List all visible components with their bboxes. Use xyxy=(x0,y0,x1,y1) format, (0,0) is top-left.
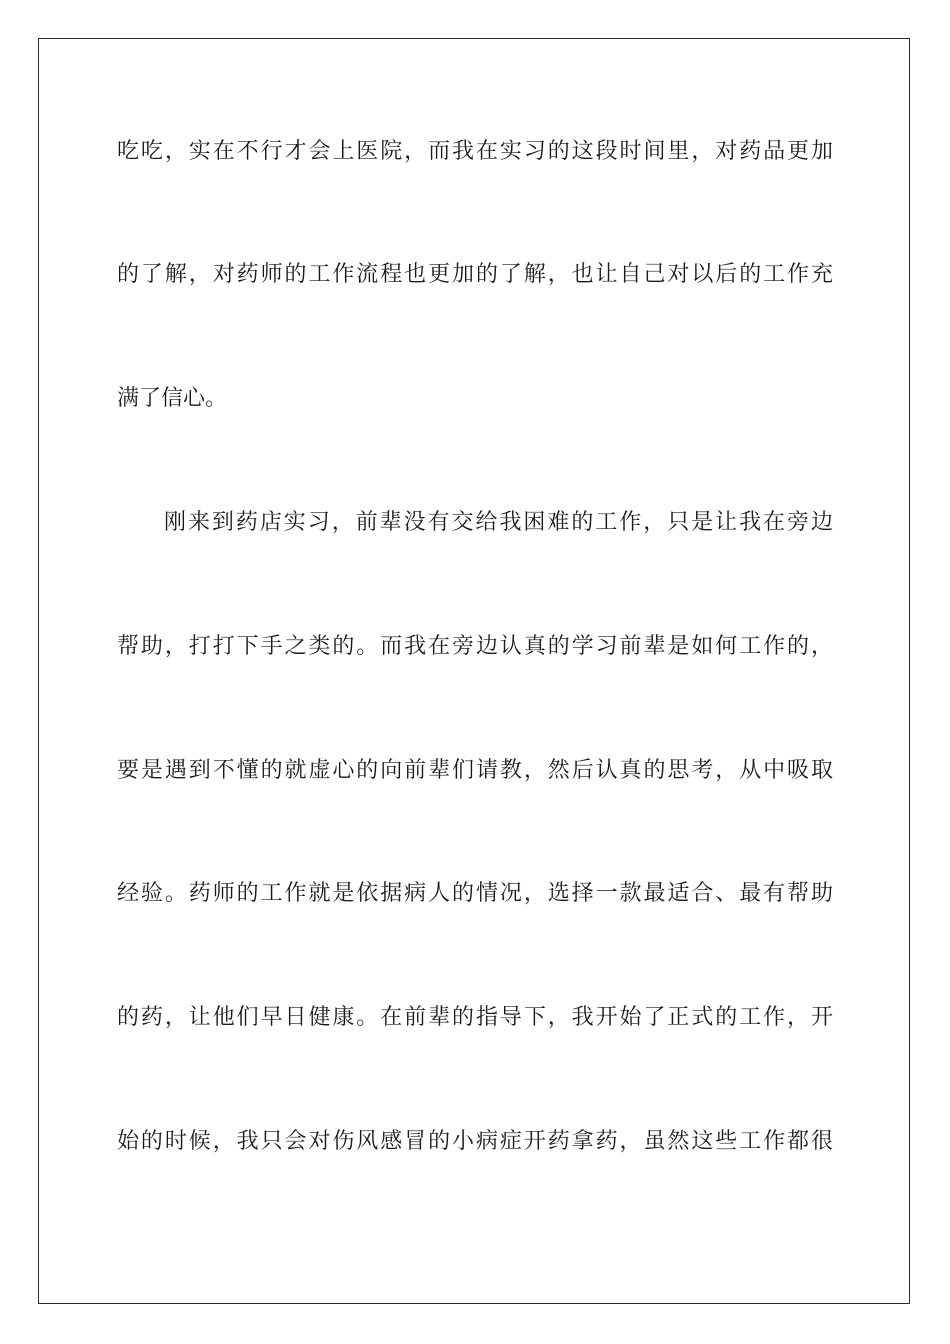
paragraph-2-line-4: 经验。药师的工作就是依据病人的情况，选择一款最适合、最有帮助 xyxy=(117,881,833,906)
paragraph-2-line-3: 要是遇到不懂的就虚心的向前辈们请教，然后认真的思考，从中吸取 xyxy=(117,758,833,783)
paragraph-1-line-1: 吃吃，实在不行才会上医院，而我在实习的这段时间里，对药品更加 xyxy=(117,139,833,164)
page-border xyxy=(38,38,910,1304)
paragraph-2-line-2: 帮助，打打下手之类的。而我在旁边认真的学习前辈是如何工作的， xyxy=(117,634,833,659)
paragraph-1-line-3: 满了信心。 xyxy=(117,386,228,411)
paragraph-2-line-6: 始的时候，我只会对伤风感冒的小病症开药拿药，虽然这些工作都很 xyxy=(117,1129,833,1154)
paragraph-2-line-1: 刚来到药店实习，前辈没有交给我困难的工作，只是让我在旁边 xyxy=(164,510,833,535)
paragraph-1-line-2: 的了解，对药师的工作流程也更加的了解，也让自己对以后的工作充 xyxy=(117,262,833,287)
paragraph-2-line-5: 的药，让他们早日健康。在前辈的指导下，我开始了正式的工作，开 xyxy=(117,1005,833,1030)
